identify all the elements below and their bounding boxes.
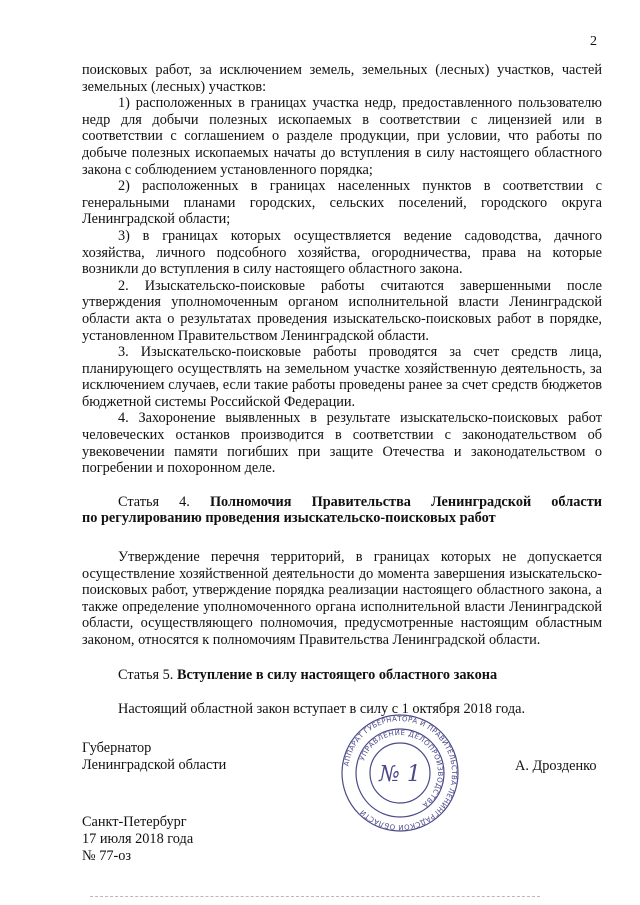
article-4-prefix: Статья 4. (118, 493, 190, 510)
article-5-title: Вступление в силу настоящего областного закона (176, 666, 498, 683)
article-5-text: Настоящий областной закон вступает в силу с 1 октября 2018 года. (118, 701, 526, 718)
list-item-3: 3) в границах которых осуществляется ведение садоводства, дачного хозяйства, личного подсобного хозяйства, огородничества, права на которые возникли до вступления в силу настоящего областного закона. (82, 227, 602, 278)
article-4-heading (82, 494, 602, 511)
law-number: № 77-оз (82, 848, 132, 864)
article-4-title-line1: Полномочия Правительства Ленинградской области (209, 493, 602, 510)
article-4-text: Утверждение перечня территорий, в границах которых не допускается осуществление хозяйственной деятельности до момента завершения изыскательско-поисковых работ, утверждение порядка реализации настоящего областного закона, а также определение уполномоченного органа исполнительной власти Ленинградской области, осуществляющего полномочия, предусмотренные настоящим областным законом, относятся к полномочиям Правительства Ленинградской области. (82, 549, 602, 648)
paragraph-intro: поисковых работ, за исключением земель, земельных (лесных) участков, частей земельных (лесных) участков: (82, 62, 602, 95)
signature-position-line2: Ленинградской области (82, 757, 227, 773)
signature-name: А. Дрозденко (515, 758, 597, 774)
footer-divider (90, 896, 540, 897)
place-and-date (82, 814, 193, 865)
signature-position (82, 740, 226, 774)
city: Санкт-Петербург (82, 814, 187, 830)
seal-inner-text: УПРАВЛЕНИЕ ДЕЛОПРОИЗВОДСТВА (358, 728, 445, 809)
article-5-prefix: Статья 5. (118, 666, 174, 683)
seal-outer-text: АППАРАТ ГУБЕРНАТОРА И ПРАВИТЕЛЬСТВА ЛЕНИНГРАДСКОЙ ОБЛАСТИ (342, 714, 459, 832)
page-number: 2 (590, 34, 597, 49)
article-5-heading (82, 667, 602, 684)
official-seal (340, 713, 460, 833)
date: 17 июля 2018 года (82, 831, 194, 847)
list-item-2: 2) расположенных в границах населенных пунктов в соответствии с генеральными планами городских, сельских поселений, городского округа Ленинградской области; (82, 178, 602, 228)
list-item-1: 1) расположенных в границах участка недр, предоставленного пользователю недр для добычи полезных ископаемых в соответствии с лицензией или в соответствии с соглашением о разделе продукции, при условии, что работы по добыче полезных ископаемых начаты до вступления в силу настоящего областного закона с соблюдением установленного порядка; (82, 95, 602, 178)
seal-number: № 1 (379, 762, 421, 787)
article-4-title-line2: по регулированию проведения изыскательско-поисковых работ (82, 510, 496, 527)
signature-position-line1: Губернатор (82, 740, 152, 756)
clause-4: 4. Захоронение выявленных в результате изыскательско-поисковых работ человеческих останков производится в соответствии с законодательством об увековечении памяти погибших при защите Отечества и законодательством о погребении и похоронном деле. (82, 410, 602, 477)
clause-3: 3. Изыскательско-поисковые работы проводятся за счет средств лица, планирующего осуществлять на земельном участке хозяйственную деятельность, за исключением случаев, если такие работы проведены ранее за счет средств бюджетов бюджетной системы Российской Федерации. (82, 344, 602, 410)
document-body (82, 62, 602, 718)
clause-2: 2. Изыскательско-поисковые работы считаются завершенными после утверждения уполномоченным органом исполнительной власти Ленинградской области акта о результатах проведения изыскательско-поисковых работ в порядке, установленном Правительством Ленинградской области. (82, 277, 602, 344)
